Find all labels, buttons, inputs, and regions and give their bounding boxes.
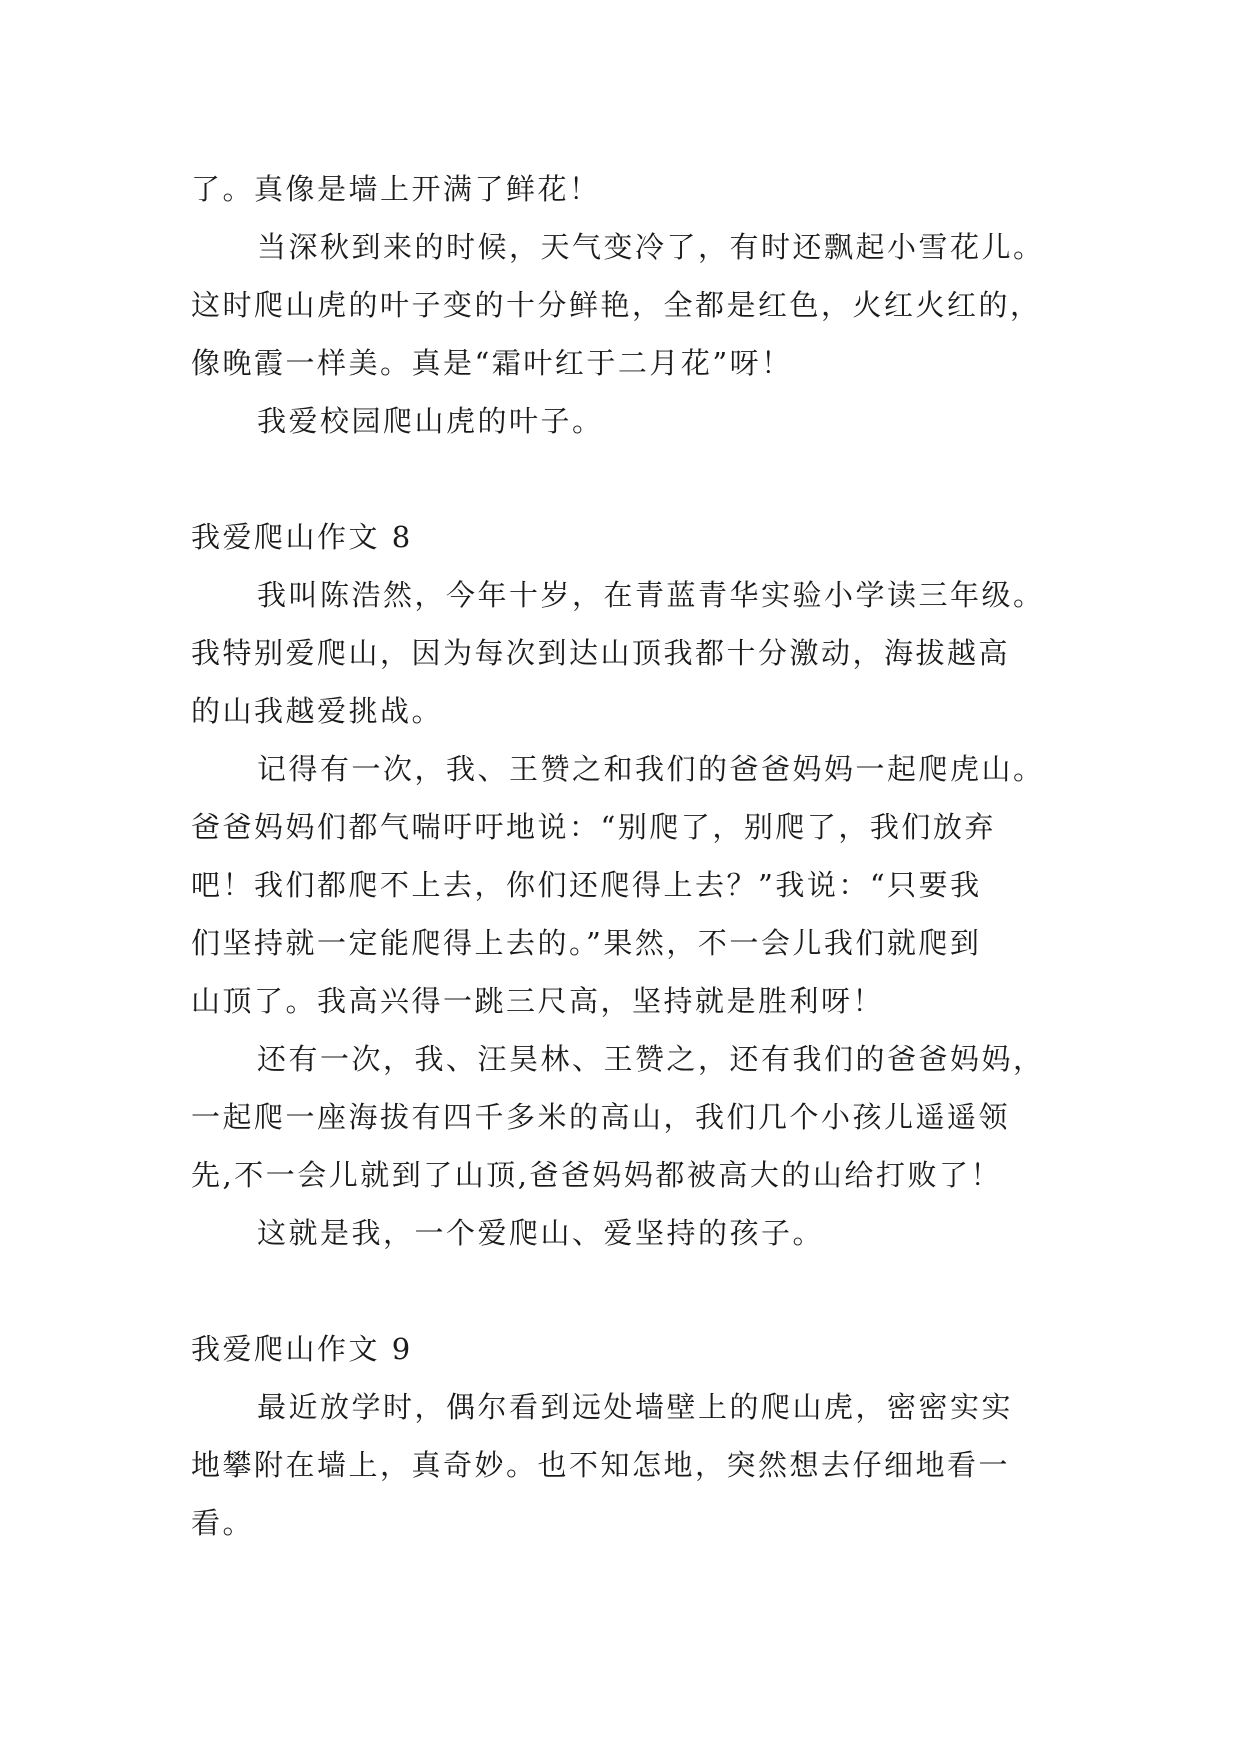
paragraph-line: 吧！我们都爬不上去，你们还爬得上去？”我说：“只要我 (191, 868, 982, 902)
section-gap (191, 450, 1051, 508)
paragraph-line: 的山我越爱挑战。 (191, 694, 444, 728)
paragraph-line: 们坚持就一定能爬得上去的。”果然，不一会儿我们就爬到 (191, 926, 982, 960)
paragraph-line: 爸爸妈妈们都气喘吁吁地说：“别爬了，别爬了，我们放弃 (191, 810, 996, 844)
paragraph-line: 最近放学时，偶尔看到远处墙壁上的爬山虎，密密实实 (257, 1390, 1014, 1424)
paragraph-line: 我特别爱爬山，因为每次到达山顶我都十分激动，海拔越高 (191, 636, 1011, 670)
paragraph-line: 先,不一会儿就到了山顶,爸爸妈妈都被高大的山给打败了！ (191, 1158, 1002, 1192)
paragraph-line: 了。真像是墙上开满了鲜花！ (191, 172, 601, 206)
paragraph-line: 还有一次，我、汪昊林、王赞之，还有我们的爸爸妈妈， (257, 1042, 1045, 1076)
paragraph-line: 像晚霞一样美。真是“霜叶红于二月花”呀！ (191, 346, 793, 380)
paragraph-line: 山顶了。我高兴得一跳三尺高，坚持就是胜利呀！ (191, 984, 885, 1018)
paragraph-line: 我爱校园爬山虎的叶子。 (257, 404, 604, 438)
paragraph-line: 记得有一次，我、王赞之和我们的爸爸妈妈一起爬虎山。 (257, 752, 1045, 786)
essay-8-title: 我爱爬山作文 8 (191, 520, 413, 554)
section-gap (191, 1262, 1051, 1320)
paragraph-line: 我叫陈浩然，今年十岁，在青蓝青华实验小学读三年级。 (257, 578, 1045, 612)
document-body (191, 160, 1051, 1552)
paragraph-line: 当深秋到来的时候，天气变冷了，有时还飘起小雪花儿。 (257, 230, 1045, 264)
paragraph-line: 地攀附在墙上，真奇妙。也不知怎地，突然想去仔细地看一 (191, 1448, 1011, 1482)
paragraph-line: 一起爬一座海拔有四千多米的高山，我们几个小孩儿遥遥领 (191, 1100, 1011, 1134)
essay-9-title: 我爱爬山作文 9 (191, 1332, 413, 1366)
paragraph-line: 这就是我，一个爱爬山、爱坚持的孩子。 (257, 1216, 825, 1250)
paragraph-line: 这时爬山虎的叶子变的十分鲜艳，全都是红色，火红火红的， (191, 288, 1042, 322)
paragraph-line: 看。 (191, 1506, 255, 1540)
